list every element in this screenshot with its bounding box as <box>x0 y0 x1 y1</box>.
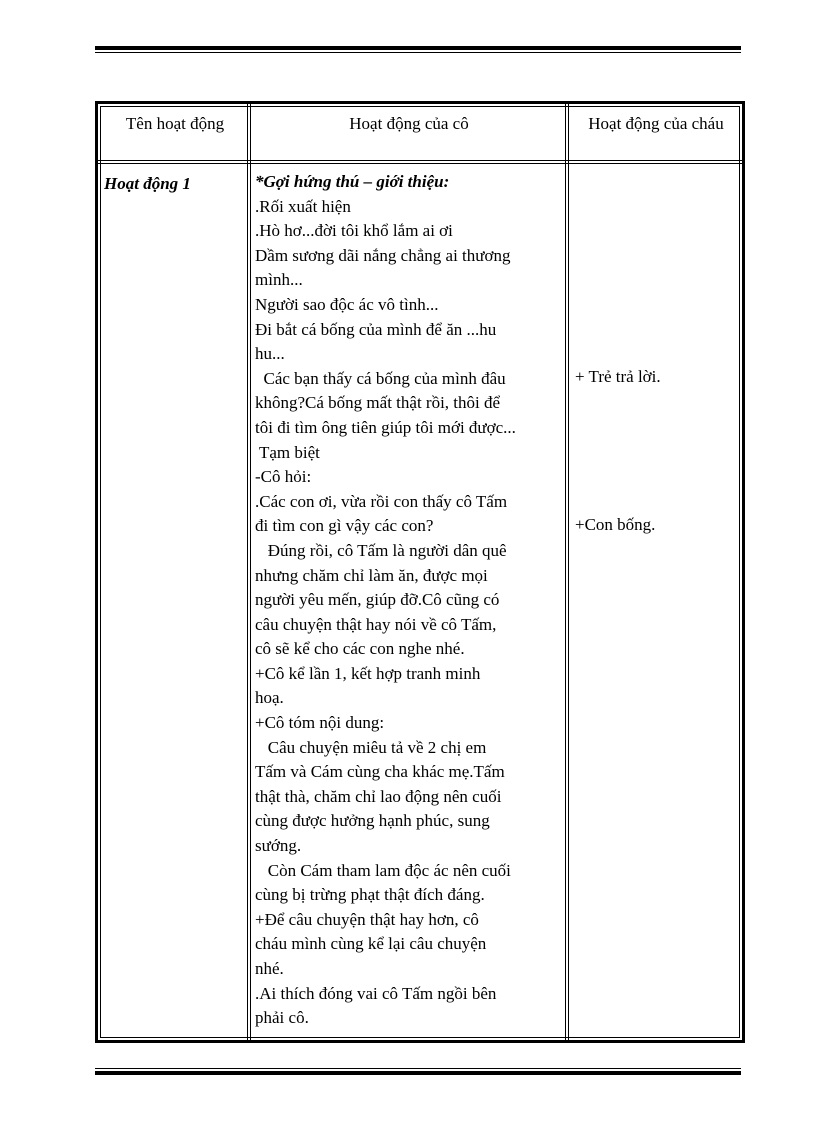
teacher-line: Các bạn thấy cá bống của mình đâu <box>255 368 506 388</box>
activity-name-cell: Hoạt động 1 <box>104 174 191 193</box>
teacher-line: câu chuyện thật hay nói về cô Tấm, <box>255 614 497 634</box>
teacher-line: sướng. <box>255 836 302 856</box>
teacher-line: -Cô hỏi: <box>255 467 312 487</box>
teacher-line: thật thà, chăm chỉ lao động nên cuối <box>255 786 502 806</box>
teacher-line: +Cô tóm nội dung: <box>255 713 385 733</box>
header-divider <box>98 160 742 164</box>
teacher-line: Tấm và Cám cùng cha khác mẹ.Tấm <box>255 762 505 782</box>
teacher-line: mình... <box>255 270 303 290</box>
teacher-line: cùng được hưởng hạnh phúc, sung <box>255 811 490 831</box>
teacher-line: nhé. <box>255 959 284 978</box>
teacher-line: .Ai thích đóng vai cô Tấm ngồi bên <box>255 983 497 1003</box>
teacher-line: không?Cá bống mất thật rồi, thôi để <box>255 393 501 413</box>
header-activity-name: Tên hoạt động <box>125 114 225 133</box>
teacher-line: Người sao độc ác vô tình... <box>255 294 439 314</box>
teacher-line: tôi đi tìm ông tiên giúp tôi mới được... <box>255 417 516 437</box>
teacher-line: *Gợi hứng thú – giới thiệu: <box>255 172 450 191</box>
teacher-line: .Rối xuất hiện <box>255 196 351 216</box>
teacher-line: đi tìm con gì vậy các con? <box>255 516 434 536</box>
teacher-line: hu... <box>255 344 285 364</box>
teacher-line: cùng bị trừng phạt thật đích đáng. <box>255 885 485 905</box>
teacher-line: Tạm biệt <box>255 442 320 462</box>
child-answer: +Con bống. <box>575 515 656 534</box>
teacher-line: nhưng chăm chỉ làm ăn, được mọi <box>255 565 488 585</box>
header-child-activity: Hoạt động của cháu <box>588 114 724 133</box>
teacher-line: Đi bắt cá bống của mình để ăn ...hu <box>255 319 497 339</box>
header-rule <box>95 46 741 53</box>
teacher-activity-cell <box>255 170 565 1031</box>
column-divider <box>247 104 251 1040</box>
teacher-line: người yêu mến, giúp đỡ.Cô cũng có <box>255 590 500 610</box>
teacher-line: hoạ. <box>255 688 284 708</box>
teacher-line: Dầm sương dãi nắng chẳng ai thương <box>255 245 511 265</box>
footer-rule <box>95 1068 741 1075</box>
teacher-line: cô sẽ kể cho các con nghe nhé. <box>255 639 465 659</box>
teacher-line: +Để câu chuyện thật hay hơn, cô <box>255 909 479 929</box>
teacher-line: .Hò hơ...đời tôi khổ lắm ai ơi <box>255 221 453 241</box>
teacher-line: cháu mình cùng kể lại câu chuyện <box>255 934 487 954</box>
header-teacher-activity: Hoạt động của cô <box>349 114 469 133</box>
teacher-line: .Các con ơi, vừa rồi con thấy cô Tấm <box>255 491 508 511</box>
teacher-line: phải cô. <box>255 1008 309 1028</box>
column-divider <box>565 104 569 1040</box>
child-answer: + Trẻ trả lời. <box>575 367 661 386</box>
teacher-line: Câu chuyện miêu tả về 2 chị em <box>255 737 487 757</box>
activity-table <box>95 101 745 1043</box>
teacher-line: Đúng rồi, cô Tấm là người dân quê <box>255 540 507 560</box>
teacher-line: Còn Cám tham lam độc ác nên cuối <box>255 860 511 880</box>
teacher-line: +Cô kể lần 1, kết hợp tranh minh <box>255 663 481 683</box>
